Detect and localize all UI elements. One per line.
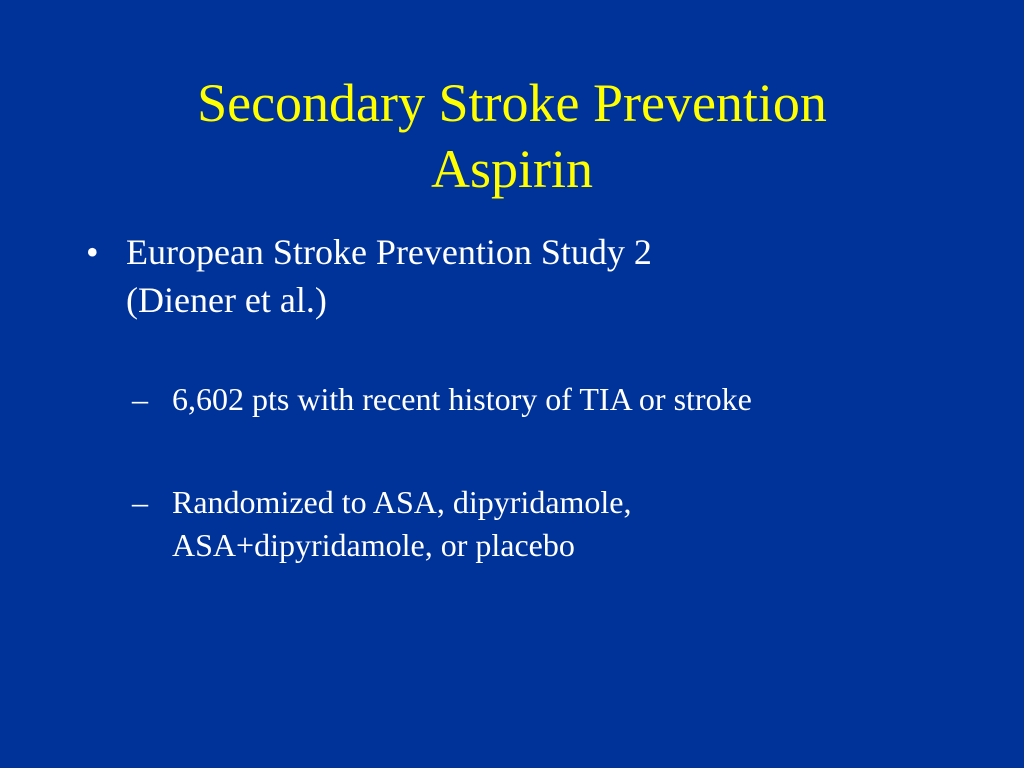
sub-bullet-item [132, 481, 946, 567]
sub-bullet-text-line-1: Randomized to ASA, dipyridamole, [172, 484, 632, 520]
sub-bullet-item [132, 378, 946, 421]
title-line-1: Secondary Stroke Prevention [197, 73, 827, 133]
sub-bullet-text-line-1: 6,602 pts with recent history of TIA or stroke [172, 381, 752, 417]
title-line-2: Aspirin [431, 139, 593, 199]
sub-bullet-text-line-2: ASA+dipyridamole, or placebo [172, 527, 575, 563]
slide-body [86, 228, 946, 627]
sub-bullet-marker: – [132, 484, 148, 520]
slide-title [0, 70, 1024, 202]
sub-bullet-marker: – [132, 381, 148, 417]
bullet-text-line-2: (Diener et al.) [126, 280, 327, 320]
bullet-marker: • [86, 232, 99, 272]
bullet-item [86, 228, 946, 324]
bullet-text-line-1: European Stroke Prevention Study 2 [126, 232, 652, 272]
